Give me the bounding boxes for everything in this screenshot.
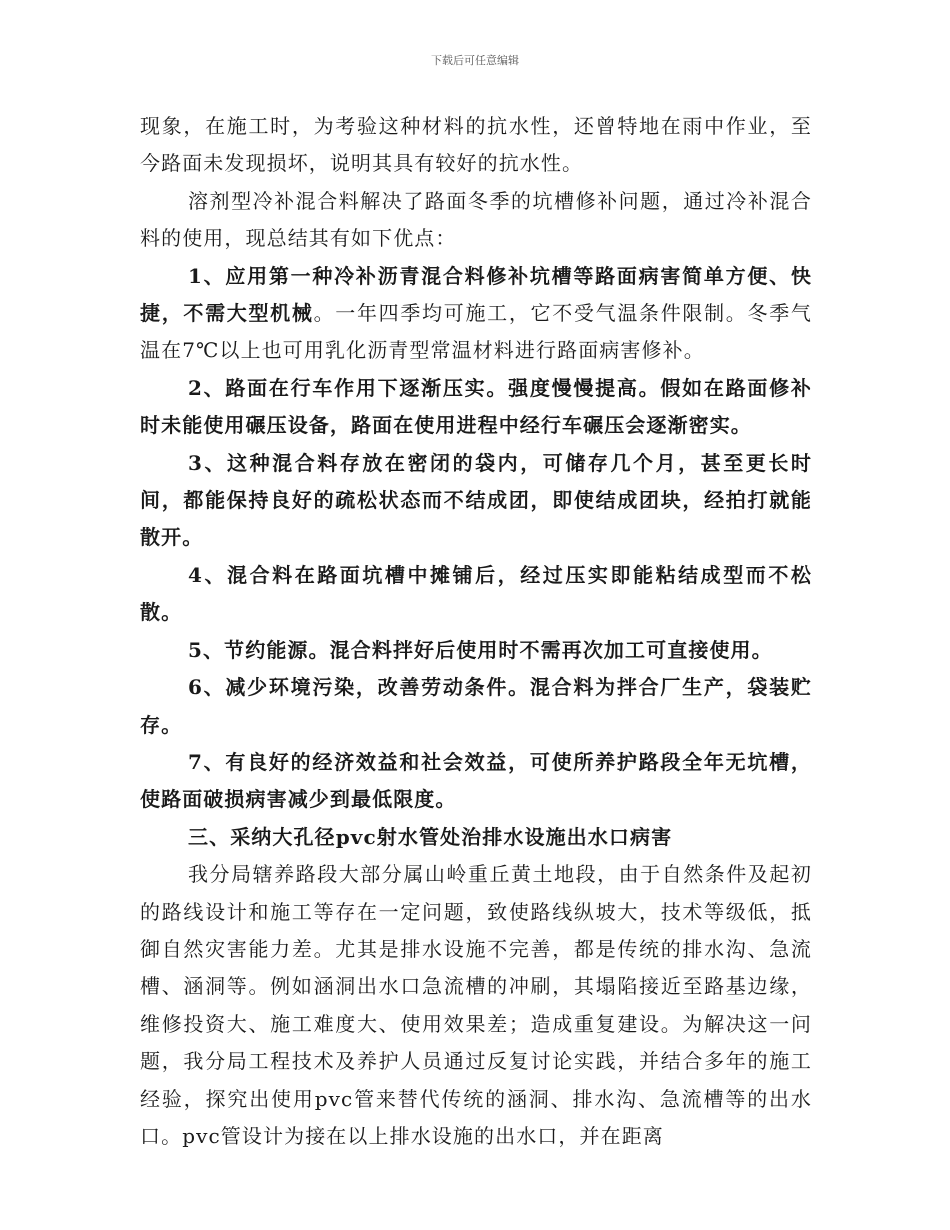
list-item-3: 3、这种混合料存放在密闭的袋内，可储存几个月，甚至更长时间，都能保持良好的疏松状态而不结成团，即使结成团块，经拍打就能散开。: [140, 450, 812, 550]
list-item-7: 7、有良好的经济效益和社会效益，可使所养护路段全年无坑槽，使路面破损病害减少到最低限度。: [140, 749, 812, 812]
paragraph-body: 我分局辖养路段大部分属山岭重丘黄土地段，由于自然条件及起初的路线设计和施工等存在一定问题，致使路线纵坡大，技术等级低，抵御自然灾害能力差。尤其是排水设施不完善，都是传统的排水沟、急流槽、涵洞等。例如涵洞出水口急流槽的冲刷，其塌陷接近至路基边缘，维修投资大、施工难度大、使用效果差；造成重复建设。为解决这一问题，我分局工程技术及养护人员通过反复讨论实践，并结合多年的施工经验，探究出使用pvc管来替代传统的涵洞、排水沟、急流槽等的出水口。pvc管设计为接在以上排水设施的出水口，并在距离: [140, 862, 812, 1148]
section-heading: 三、采纳大孔径pvc射水管处治排水设施出水口病害: [188, 824, 673, 849]
list-item-6: 6、减少环境污染，改善劳动条件。混合料为拌合厂生产，袋装贮存。: [140, 675, 812, 737]
paragraph-continuation: 现象，在施工时，为考验这种材料的抗水性，还曾特地在雨中作业，至今路面未发现损坏，说明其具有较好的抗水性。: [140, 114, 812, 176]
list-item-5: 5、节约能源。混合料拌好后使用时不需再次加工可直接使用。: [188, 637, 773, 662]
document-body: [140, 108, 812, 1155]
list-item-4: 4、混合料在路面坑槽中摊铺后，经过压实即能粘结成型而不松散。: [140, 562, 812, 625]
paragraph-intro: 溶剂型冷补混合料解决了路面冬季的坑槽修补问题，通过冷补混合料的使用，现总结其有如下优点：: [140, 188, 812, 251]
list-item-1-bold: 1、应用第一种冷补沥青混合料修补坑槽等路面病害简单方便、快捷，不需大型机械: [140, 263, 812, 326]
list-item-1-rest: 。一年四季均可施工，它不受气温条件限制。冬季气温在7℃以上也可用乳化沥青型常温材料进行路面病害修补。: [140, 301, 812, 363]
page-header: 下载后可任意编辑: [431, 54, 519, 67]
list-item-1: [140, 258, 812, 370]
list-item-2: 2、路面在行车作用下逐渐压实。强度慢慢提高。假如在路面修补时未能使用碾压设备，路面在使用进程中经行车碾压会逐渐密实。: [140, 375, 812, 438]
